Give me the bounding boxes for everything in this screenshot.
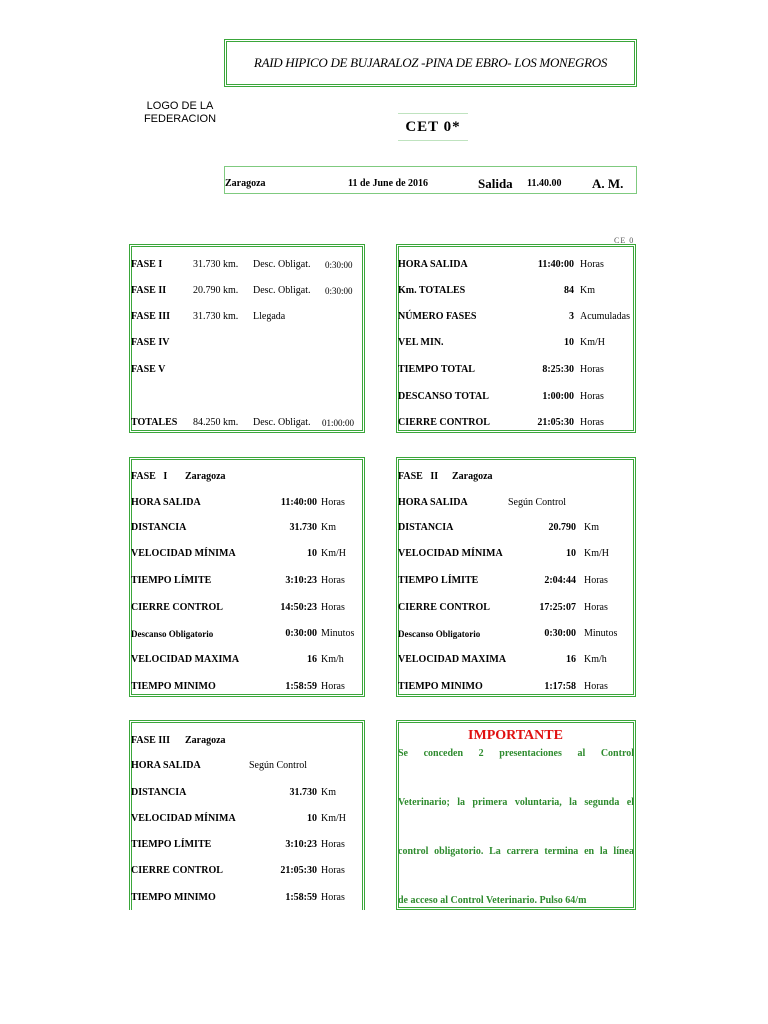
fase1-label: VELOCIDAD MAXIMA (131, 654, 240, 665)
important-title: IMPORTANTE (468, 728, 563, 743)
fase1-label: TIEMPO LÍMITE (131, 575, 212, 586)
fase2-label: CIERRE CONTROL (398, 602, 490, 613)
fase1-unit: Km/H (321, 548, 346, 559)
fase3-label: DISTANCIA (131, 787, 187, 798)
fase3-value: 31.730 (289, 787, 317, 798)
fase-time: 0:30:00 (325, 286, 353, 296)
fase2-value: 20.790 (548, 522, 576, 533)
totals-unit: Horas (580, 391, 604, 402)
fase2-unit: Km/H (584, 548, 609, 559)
fase3-value: 10 (307, 813, 317, 824)
fase-label: FASE V (131, 364, 166, 375)
fase1-label: HORA SALIDA (131, 497, 201, 508)
cet-label: CET 0* (405, 118, 461, 135)
fase1-label: CIERRE CONTROL (131, 602, 223, 613)
fase1-label: DISTANCIA (131, 522, 187, 533)
fase2-label: VELOCIDAD MÍNIMA (398, 548, 503, 559)
totals-unit: Horas (580, 259, 604, 270)
fase1-unit: Horas (321, 602, 345, 613)
fase2-unit: Km (584, 522, 599, 533)
logo-line-2: FEDERACION (143, 113, 217, 125)
fase-km: 31.730 km. (193, 259, 239, 270)
fase1-value: 16 (307, 654, 317, 665)
federation-logo-placeholder (140, 100, 220, 126)
totales-label: TOTALES (131, 417, 178, 428)
totals-label: DESCANSO TOTAL (398, 391, 489, 402)
fase3-label: TIEMPO LÍMITE (131, 839, 212, 850)
fase1-unit: Km/h (321, 654, 344, 665)
important-line-2: Veterinario; la primera voluntaria, la segunda el (398, 797, 634, 808)
totals-value: 21:05:30 (537, 417, 574, 428)
fase3-unit: Horas (321, 839, 345, 850)
fase3-label: VELOCIDAD MÍNIMA (131, 813, 236, 824)
fase-desc: Desc. Obligat. (253, 285, 311, 296)
info-date: 11 de June de 2016 (348, 178, 429, 189)
fase-label: FASE I (131, 259, 163, 270)
totals-label: NÚMERO FASES (398, 311, 477, 322)
fase1-value: 10 (307, 548, 317, 559)
fase1-value: 1:58:59 (285, 681, 317, 692)
fase2-unit: Horas (584, 681, 608, 692)
totals-unit: Km (580, 285, 595, 296)
info-city: Zaragoza (225, 178, 266, 189)
fase2-label: DISTANCIA (398, 522, 454, 533)
fase2-value: 0:30:00 (544, 628, 576, 639)
fase2-value: 2:04:44 (544, 575, 576, 586)
fase3-value: Según Control (249, 760, 308, 771)
fase1-unit: Km (321, 522, 336, 533)
fase1-value: 31.730 (289, 522, 317, 533)
fase2-title: FASE II (398, 471, 439, 482)
fase3-unit: Horas (321, 865, 345, 876)
totals-value: 3 (569, 311, 574, 322)
info-salida-label: Salida (478, 176, 513, 191)
fase2-value: 10 (566, 548, 576, 559)
fase3-city: Zaragoza (185, 735, 226, 746)
fase1-unit: Horas (321, 497, 345, 508)
fase-time: 0:30:00 (325, 260, 353, 270)
fase-desc: Desc. Obligat. (253, 259, 311, 270)
fase1-value: 11:40:00 (280, 497, 317, 508)
fase1-unit: Horas (321, 575, 345, 586)
totales-time: 01:00:00 (322, 418, 355, 428)
fase1-value: 14:50:23 (280, 602, 317, 613)
fase2-value: 16 (566, 654, 576, 665)
fase1-value: 0:30:00 (285, 628, 317, 639)
fase2-city: Zaragoza (452, 471, 493, 482)
fase2-label: HORA SALIDA (398, 497, 468, 508)
fase2-label: VELOCIDAD MAXIMA (398, 654, 507, 665)
info-salida-time: 11.40.00 (527, 178, 562, 189)
fase-desc: Llegada (253, 311, 286, 322)
totals-value: 10 (564, 337, 574, 348)
fase3-value: 3:10:23 (285, 839, 317, 850)
fase3-unit: Horas (321, 892, 345, 903)
fase3-label: TIEMPO MINIMO (131, 892, 216, 903)
totals-label: Km. TOTALES (398, 285, 466, 296)
fase2-label: TIEMPO MINIMO (398, 681, 483, 692)
fase2-label: TIEMPO LÍMITE (398, 575, 479, 586)
totales-km: 84.250 km. (193, 417, 239, 428)
fase1-unit: Horas (321, 681, 345, 692)
totals-value: 11:40:00 (537, 259, 574, 270)
fase-label: FASE II (131, 285, 167, 296)
important-line-4: de acceso al Control Veterinario. Pulso 64/m (398, 895, 587, 906)
cet-category (398, 113, 468, 141)
totals-value: 84 (564, 285, 574, 296)
fase2-unit: Horas (584, 602, 608, 613)
fase-km: 31.730 km. (193, 311, 239, 322)
ce-code: CE 0 (614, 236, 635, 245)
fase2-value: 1:17:58 (544, 681, 576, 692)
fase-label: FASE III (131, 311, 170, 322)
fase2-value: Según Control (508, 497, 567, 508)
fase-km: 20.790 km. (193, 285, 239, 296)
totals-label: VEL MIN. (398, 337, 444, 348)
fase3-unit: Km/H (321, 813, 346, 824)
important-line-1: Se conceden 2 presentaciones al Control (398, 748, 634, 759)
totals-label: TIEMPO TOTAL (398, 364, 475, 375)
fase3-label: CIERRE CONTROL (131, 865, 223, 876)
fase1-unit: Minutos (321, 628, 355, 639)
totals-label: HORA SALIDA (398, 259, 468, 270)
totals-unit: Km/H (580, 337, 605, 348)
fase3-title: FASE III (131, 735, 170, 746)
fase2-unit: Minutos (584, 628, 618, 639)
fase2-unit: Horas (584, 575, 608, 586)
fase2-label: Descanso Obligatorio (398, 629, 481, 639)
totals-unit: Acumuladas (580, 311, 630, 322)
info-ampm: A. M. (592, 176, 624, 191)
logo-line-1: LOGO DE LA (146, 100, 214, 112)
fase3-value: 1:58:59 (285, 892, 317, 903)
fase1-label: Descanso Obligatorio (131, 629, 214, 639)
fase1-city: Zaragoza (185, 471, 226, 482)
event-title-box (224, 39, 637, 87)
fase2-unit: Km/h (584, 654, 607, 665)
fase2-value: 17:25:07 (539, 602, 576, 613)
event-info-strip (224, 166, 637, 194)
totals-label: CIERRE CONTROL (398, 417, 490, 428)
fase-label: FASE IV (131, 337, 170, 348)
totales-desc: Desc. Obligat. (253, 417, 311, 428)
fase1-label: TIEMPO MINIMO (131, 681, 216, 692)
event-title: RAID HIPICO DE BUJARALOZ -PINA DE EBRO- LOS MONEGROS (253, 55, 608, 70)
fase3-label: HORA SALIDA (131, 760, 201, 771)
totals-value: 1:00:00 (542, 391, 574, 402)
totals-unit: Horas (580, 417, 604, 428)
fase1-title: FASE I (131, 471, 168, 482)
fase1-label: VELOCIDAD MÍNIMA (131, 548, 236, 559)
fase3-unit: Km (321, 787, 336, 798)
totals-value: 8:25:30 (542, 364, 574, 375)
totals-unit: Horas (580, 364, 604, 375)
fase3-value: 21:05:30 (280, 865, 317, 876)
fase1-value: 3:10:23 (285, 575, 317, 586)
important-line-3: control obligatorio. La carrera termina en la línea (398, 846, 634, 857)
